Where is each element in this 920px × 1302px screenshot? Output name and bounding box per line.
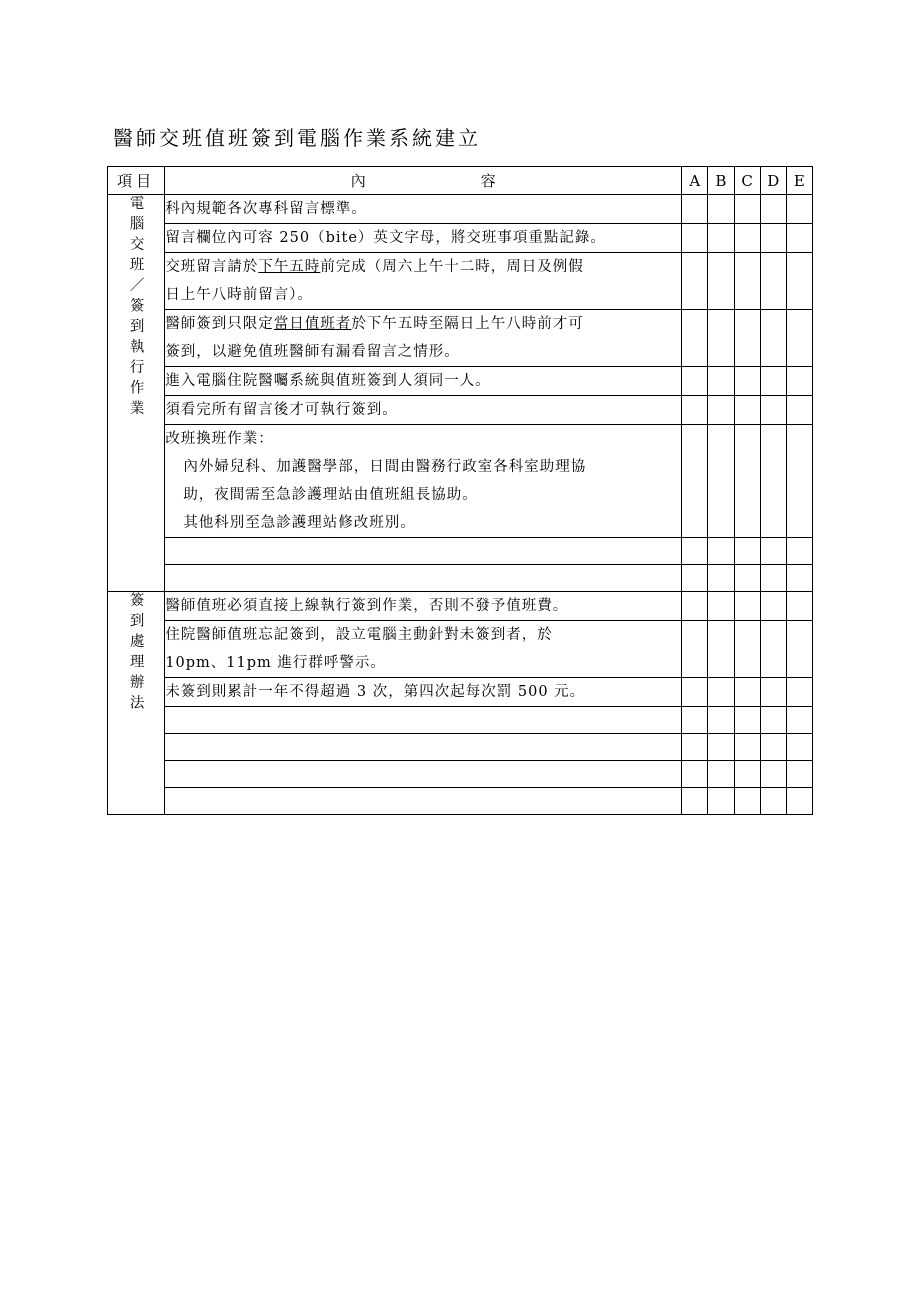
score-cell-b[interactable] xyxy=(708,224,734,253)
score-cell-c[interactable] xyxy=(734,707,760,734)
score-cell-a[interactable] xyxy=(682,592,708,621)
score-cell-e[interactable] xyxy=(786,224,812,253)
content-text: 醫師簽到只限定 xyxy=(165,316,274,332)
score-cell-d[interactable] xyxy=(760,310,786,367)
item-content-cell xyxy=(165,224,682,253)
score-cell-c[interactable] xyxy=(734,396,760,425)
score-cell-b[interactable] xyxy=(708,425,734,538)
content-text: 醫師值班必須直接上線執行簽到作業，否則不發予值班費。 xyxy=(165,598,569,614)
score-cell-a[interactable] xyxy=(682,678,708,707)
score-cell-c[interactable] xyxy=(734,195,760,224)
content-text: 內外婦兒科、加護醫學部，日間由醫務行政室各科室助理協 xyxy=(183,459,587,475)
table-row xyxy=(108,253,813,310)
score-cell-b[interactable] xyxy=(708,592,734,621)
score-cell-c[interactable] xyxy=(734,734,760,761)
header-content-left: 內 xyxy=(350,172,366,190)
score-cell-e[interactable] xyxy=(786,565,812,592)
section-category-cell xyxy=(108,592,165,815)
content-text: 助，夜間需至急診護理站由值班組長協助。 xyxy=(183,487,478,503)
table-row xyxy=(108,592,813,621)
content-text: 須看完所有留言後才可執行簽到。 xyxy=(165,402,398,418)
score-cell-a[interactable] xyxy=(682,761,708,788)
table-body xyxy=(108,195,813,815)
score-cell-c[interactable] xyxy=(734,621,760,678)
score-cell-d[interactable] xyxy=(760,734,786,761)
score-cell-d[interactable] xyxy=(760,425,786,538)
checklist-table xyxy=(107,166,813,815)
item-content-cell xyxy=(165,734,682,761)
content-line xyxy=(165,509,681,537)
content-text: 進入電腦住院醫囑系統與值班簽到人須同一人。 xyxy=(165,373,491,389)
score-cell-e[interactable] xyxy=(786,195,812,224)
content-line xyxy=(165,367,681,395)
table-row xyxy=(108,565,813,592)
header-score-a: A xyxy=(682,167,708,195)
section-category-label: 簽到處理辦法 xyxy=(127,592,144,715)
score-cell-d[interactable] xyxy=(760,788,786,815)
score-cell-a[interactable] xyxy=(682,425,708,538)
table-row xyxy=(108,788,813,815)
item-content-cell xyxy=(165,788,682,815)
score-cell-a[interactable] xyxy=(682,195,708,224)
item-content-cell xyxy=(165,253,682,310)
table-row xyxy=(108,425,813,538)
score-cell-c[interactable] xyxy=(734,538,760,565)
score-cell-d[interactable] xyxy=(760,565,786,592)
score-cell-b[interactable] xyxy=(708,396,734,425)
item-content-cell xyxy=(165,538,682,565)
score-cell-e[interactable] xyxy=(786,425,812,538)
score-cell-c[interactable] xyxy=(734,253,760,310)
score-cell-d[interactable] xyxy=(760,761,786,788)
item-content-cell xyxy=(165,195,682,224)
score-cell-e[interactable] xyxy=(786,253,812,310)
score-cell-b[interactable] xyxy=(708,734,734,761)
score-cell-b[interactable] xyxy=(708,195,734,224)
score-cell-e[interactable] xyxy=(786,396,812,425)
score-cell-c[interactable] xyxy=(734,224,760,253)
content-line xyxy=(165,310,681,338)
table-row xyxy=(108,367,813,396)
underlined-text: 當日值班者 xyxy=(273,316,352,332)
score-cell-b[interactable] xyxy=(708,253,734,310)
score-cell-d[interactable] xyxy=(760,367,786,396)
table-row xyxy=(108,678,813,707)
score-cell-e[interactable] xyxy=(786,538,812,565)
score-cell-d[interactable] xyxy=(760,678,786,707)
score-cell-c[interactable] xyxy=(734,761,760,788)
score-cell-c[interactable] xyxy=(734,565,760,592)
section-category-label: 電腦交班／簽到執行作業 xyxy=(127,195,144,421)
score-cell-a[interactable] xyxy=(682,224,708,253)
score-cell-d[interactable] xyxy=(760,224,786,253)
header-score-c: C xyxy=(734,167,760,195)
content-text: 其他科別至急診護理站修改班別。 xyxy=(183,515,416,531)
item-content-cell xyxy=(165,707,682,734)
score-cell-c[interactable] xyxy=(734,592,760,621)
item-content-cell xyxy=(165,396,682,425)
score-cell-c[interactable] xyxy=(734,310,760,367)
item-content-cell xyxy=(165,425,682,538)
score-cell-a[interactable] xyxy=(682,538,708,565)
table-row xyxy=(108,396,813,425)
table-row xyxy=(108,224,813,253)
score-cell-a[interactable] xyxy=(682,310,708,367)
item-content-cell xyxy=(165,367,682,396)
score-cell-d[interactable] xyxy=(760,538,786,565)
content-text: 於下午五時至隔日上午八時前才可 xyxy=(351,316,584,332)
score-cell-d[interactable] xyxy=(760,253,786,310)
content-line xyxy=(165,253,681,281)
content-line xyxy=(165,453,681,481)
content-text: 改班換班作業： xyxy=(165,431,274,447)
section-category-cell xyxy=(108,195,165,592)
item-content-cell xyxy=(165,678,682,707)
score-cell-a[interactable] xyxy=(682,621,708,678)
score-cell-a[interactable] xyxy=(682,396,708,425)
underlined-text: 下午五時 xyxy=(258,259,321,275)
table-row xyxy=(108,707,813,734)
item-content-cell xyxy=(165,621,682,678)
score-cell-d[interactable] xyxy=(760,592,786,621)
score-cell-a[interactable] xyxy=(682,253,708,310)
content-line xyxy=(165,338,681,366)
content-text: 簽到，以避免值班醫師有漏看留言之情形。 xyxy=(165,344,460,360)
score-cell-b[interactable] xyxy=(708,367,734,396)
score-cell-b[interactable] xyxy=(708,538,734,565)
table-row xyxy=(108,310,813,367)
header-content xyxy=(165,167,682,195)
item-content-cell xyxy=(165,310,682,367)
content-line xyxy=(165,649,681,677)
content-text: 前完成（周六上午十二時，周日及例假 xyxy=(320,259,584,275)
content-line xyxy=(165,481,681,509)
header-score-b: B xyxy=(708,167,734,195)
table-row xyxy=(108,621,813,678)
score-cell-b[interactable] xyxy=(708,788,734,815)
content-line xyxy=(165,195,681,223)
score-cell-e[interactable] xyxy=(786,734,812,761)
score-cell-b[interactable] xyxy=(708,707,734,734)
header-score-d: D xyxy=(760,167,786,195)
score-cell-e[interactable] xyxy=(786,310,812,367)
score-cell-d[interactable] xyxy=(760,621,786,678)
content-text: 科內規範各次專科留言標準。 xyxy=(165,201,367,217)
score-cell-e[interactable] xyxy=(786,621,812,678)
table-row xyxy=(108,761,813,788)
header-content-right: 容 xyxy=(480,172,496,190)
score-cell-a[interactable] xyxy=(682,788,708,815)
item-content-cell xyxy=(165,592,682,621)
content-text: 住院醫師值班忘記簽到，設立電腦主動針對未簽到者，於 xyxy=(165,627,553,643)
content-line xyxy=(165,425,681,453)
score-cell-e[interactable] xyxy=(786,761,812,788)
content-line xyxy=(165,678,681,706)
item-content-cell xyxy=(165,761,682,788)
content-text: 留言欄位內可容 250（bite）英文字母，將交班事項重點記錄。 xyxy=(165,230,606,246)
content-line xyxy=(165,396,681,424)
header-score-e: E xyxy=(786,167,812,195)
score-cell-d[interactable] xyxy=(760,396,786,425)
content-text: 未簽到則累計一年不得超過 3 次，第四次起每次罰 500 元。 xyxy=(165,684,586,700)
table-row xyxy=(108,195,813,224)
content-text: 交班留言請於 xyxy=(165,259,259,275)
score-cell-e[interactable] xyxy=(786,592,812,621)
document-title: 醫師交班值班簽到電腦作業系統建立 xyxy=(113,126,481,150)
content-line xyxy=(165,224,681,252)
score-cell-c[interactable] xyxy=(734,678,760,707)
score-cell-c[interactable] xyxy=(734,425,760,538)
score-cell-a[interactable] xyxy=(682,734,708,761)
header-item: 項目 xyxy=(108,167,165,195)
score-cell-e[interactable] xyxy=(786,678,812,707)
score-cell-c[interactable] xyxy=(734,788,760,815)
table-row xyxy=(108,734,813,761)
table-header-row xyxy=(108,167,813,195)
score-cell-e[interactable] xyxy=(786,788,812,815)
score-cell-d[interactable] xyxy=(760,195,786,224)
content-text: 日上午八時前留言）。 xyxy=(165,287,314,303)
score-cell-c[interactable] xyxy=(734,367,760,396)
score-cell-b[interactable] xyxy=(708,678,734,707)
content-line xyxy=(165,281,681,309)
score-cell-e[interactable] xyxy=(786,707,812,734)
score-cell-d[interactable] xyxy=(760,707,786,734)
score-cell-b[interactable] xyxy=(708,565,734,592)
item-content-cell xyxy=(165,565,682,592)
score-cell-e[interactable] xyxy=(786,367,812,396)
score-cell-b[interactable] xyxy=(708,761,734,788)
content-text: 10pm、11pm 進行群呼警示。 xyxy=(165,655,386,671)
score-cell-a[interactable] xyxy=(682,707,708,734)
content-line xyxy=(165,592,681,620)
table-row xyxy=(108,538,813,565)
content-line xyxy=(165,621,681,649)
score-cell-b[interactable] xyxy=(708,621,734,678)
score-cell-a[interactable] xyxy=(682,367,708,396)
score-cell-a[interactable] xyxy=(682,565,708,592)
score-cell-b[interactable] xyxy=(708,310,734,367)
